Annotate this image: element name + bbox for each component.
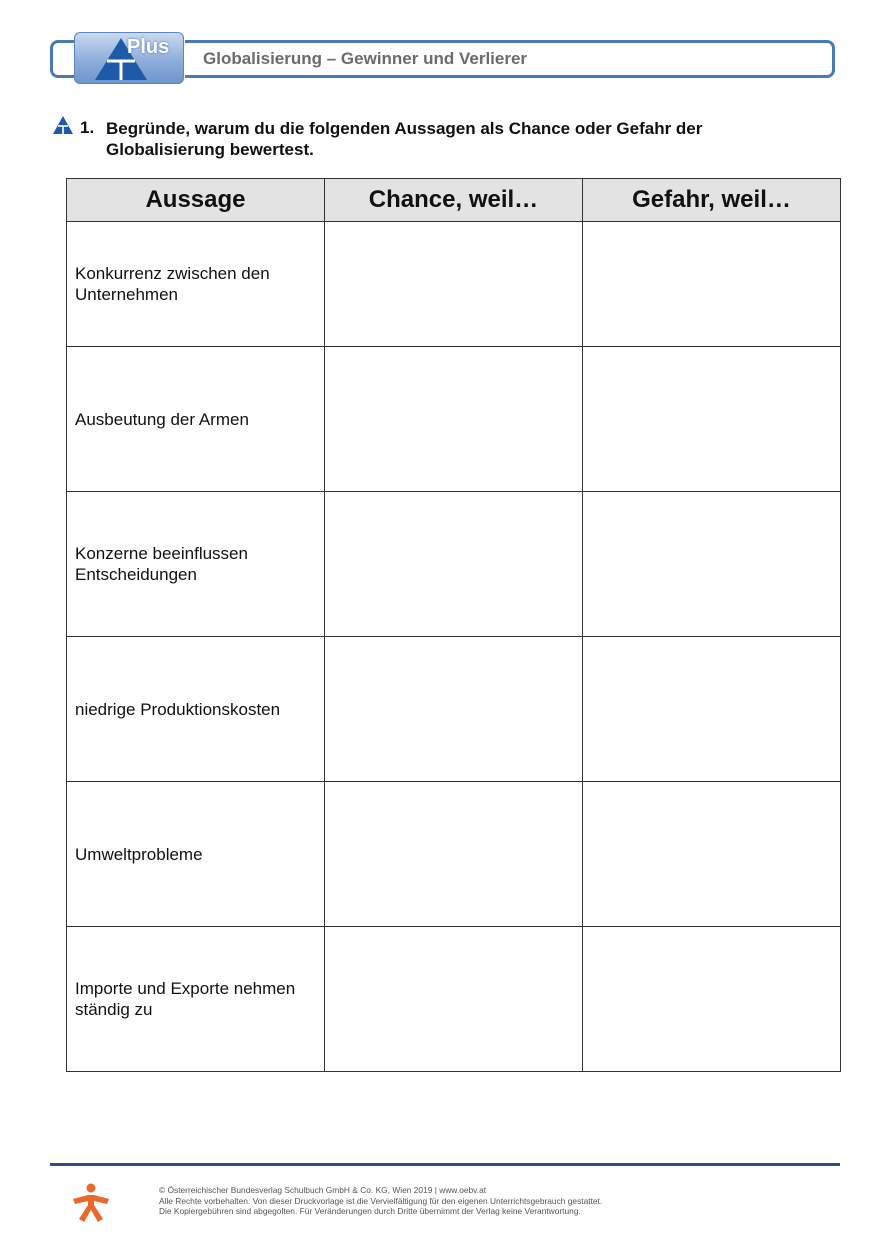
table-header-row xyxy=(67,179,841,222)
column-header-aussage: Aussage xyxy=(67,179,325,222)
statement-cell: Ausbeutung der Armen xyxy=(67,347,325,492)
footer-divider xyxy=(50,1163,840,1166)
fees-line: Die Kopiergebühren sind abgegolten. Für Veränderungen durch Dritte übernimmt der Verlag keine Verantwortung. xyxy=(159,1206,581,1216)
chance-answer-cell[interactable] xyxy=(325,637,583,782)
gefahr-answer-cell[interactable] xyxy=(583,347,841,492)
task-number: 1. xyxy=(80,118,95,137)
chance-answer-cell[interactable] xyxy=(325,927,583,1072)
chance-answer-cell[interactable] xyxy=(325,347,583,492)
rights-line: Alle Rechte vorbehalten. Von dieser Druckvorlage ist die Vervielfältigung für den eigenen Unterrichtsgebrauch gestattet. xyxy=(159,1195,603,1206)
pyramid-icon xyxy=(53,116,73,134)
table-row xyxy=(67,782,841,927)
gefahr-answer-cell[interactable] xyxy=(583,637,841,782)
copyright-notice xyxy=(159,1185,839,1217)
gefahr-answer-cell[interactable] xyxy=(583,782,841,927)
statement-cell: Konzerne beeinflussen Entscheidungen xyxy=(67,492,325,637)
statement-cell: Konkurrenz zwischen den Unternehmen xyxy=(67,222,325,347)
chance-answer-cell[interactable] xyxy=(325,222,583,347)
table-row xyxy=(67,492,841,637)
page-title: Globalisierung – Gewinner und Verlierer xyxy=(203,49,528,68)
logo-plus-text: Plus xyxy=(127,36,170,58)
copyright-line: © Österreichischer Bundesverlag Schulbuch GmbH & Co. KG, Wien 2019 | www.oebv.at xyxy=(159,1185,487,1195)
oebv-logo-icon xyxy=(70,1183,112,1223)
worksheet-table xyxy=(66,178,841,1072)
chance-answer-cell[interactable] xyxy=(325,492,583,637)
table-row xyxy=(67,927,841,1072)
table-row xyxy=(67,222,841,347)
statement-cell: Umweltprobleme xyxy=(67,782,325,927)
gefahr-answer-cell[interactable] xyxy=(583,222,841,347)
statement-cell: niedrige Produktionskosten xyxy=(67,637,325,782)
table-row xyxy=(67,347,841,492)
chance-answer-cell[interactable] xyxy=(325,782,583,927)
column-header-gefahr: Gefahr, weil… xyxy=(583,179,841,222)
table-row xyxy=(67,637,841,782)
column-header-chance: Chance, weil… xyxy=(325,179,583,222)
statement-cell: Importe und Exporte nehmen ständig zu xyxy=(67,927,325,1072)
gefahr-answer-cell[interactable] xyxy=(583,927,841,1072)
task-instruction: Begründe, warum du die folgenden Aussagen als Chance oder Gefahr der Globalisierung bewertest. xyxy=(106,119,703,159)
gefahr-answer-cell[interactable] xyxy=(583,492,841,637)
